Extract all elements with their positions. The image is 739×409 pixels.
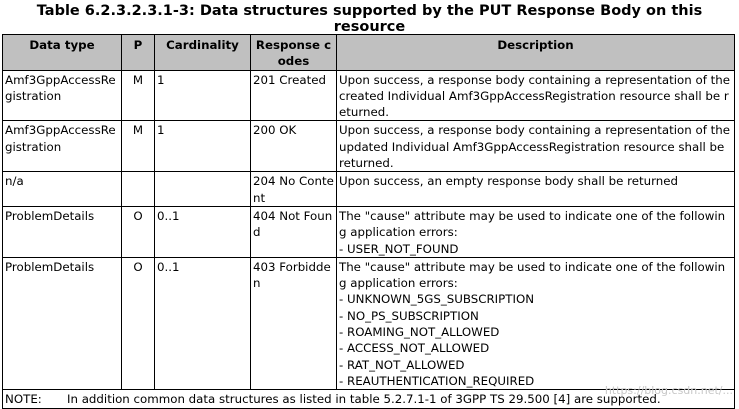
- data-type-cell: n/a: [3, 172, 122, 207]
- header-row: [3, 35, 735, 71]
- description-line: - REAUTHENTICATION_REQUIRED: [339, 373, 732, 389]
- cardinality-cell: 1: [155, 121, 251, 172]
- data-structures-table: [2, 34, 735, 409]
- description-cell: [337, 257, 735, 389]
- column-header-description: Description: [337, 35, 735, 71]
- description-line: - RAT_NOT_ALLOWED: [339, 357, 732, 373]
- response-code-cell: 200 OK: [251, 121, 337, 172]
- description-line: The "cause" attribute may be used to indicate one of the following application errors:: [339, 208, 732, 241]
- table-row: [3, 257, 735, 389]
- table-title: Table 6.2.3.2.3.1-3: Data structures supported by the PUT Response Body on this resource: [0, 3, 739, 35]
- note-text: In addition common data structures as listed in table 5.2.7.1-1 of 3GPP TS 29.500 [4] are supported.: [67, 392, 661, 406]
- column-header-p: P: [122, 35, 155, 71]
- p-cell: [122, 172, 155, 207]
- description-line: - NO_PS_SUBSCRIPTION: [339, 308, 732, 324]
- description-line: - UNKNOWN_5GS_SUBSCRIPTION: [339, 291, 732, 307]
- description-line: Upon success, an empty response body shall be returned: [339, 173, 732, 189]
- data-type-cell: Amf3GppAccessRegistration: [3, 121, 122, 172]
- cardinality-cell: 1: [155, 70, 251, 121]
- p-cell: M: [122, 121, 155, 172]
- description-line: - ACCESS_NOT_ALLOWED: [339, 340, 732, 356]
- description-line: Upon success, a response body containing a representation of the updated Individual Amf3GppAccessRegistration resource shall be returned.: [339, 122, 732, 171]
- description-cell: [337, 206, 735, 257]
- data-type-cell: ProblemDetails: [3, 206, 122, 257]
- table-row: [3, 172, 735, 207]
- description-cell: [337, 70, 735, 121]
- description-cell: [337, 172, 735, 207]
- cardinality-cell: [155, 172, 251, 207]
- note-label: NOTE:: [5, 391, 67, 407]
- table-row: [3, 70, 735, 121]
- p-cell: O: [122, 206, 155, 257]
- p-cell: M: [122, 70, 155, 121]
- response-code-cell: 204 No Content: [251, 172, 337, 207]
- cardinality-cell: 0..1: [155, 206, 251, 257]
- watermark-text: https://blog.csdn.net/...: [605, 384, 733, 397]
- description-line: The "cause" attribute may be used to indicate one of the following application errors:: [339, 259, 732, 292]
- data-type-cell: ProblemDetails: [3, 257, 122, 389]
- description-line: - ROAMING_NOT_ALLOWED: [339, 324, 732, 340]
- description-line: Upon success, a response body containing a representation of the created Individual Amf3GppAccessRegistration resource shall be returned.: [339, 72, 732, 121]
- column-header-response-codes: Response codes: [251, 35, 337, 71]
- description-line: - USER_NOT_FOUND: [339, 241, 732, 257]
- column-header-data-type: Data type: [3, 35, 122, 71]
- p-cell: O: [122, 257, 155, 389]
- response-code-cell: 404 Not Found: [251, 206, 337, 257]
- table-row: [3, 206, 735, 257]
- description-cell: [337, 121, 735, 172]
- data-type-cell: Amf3GppAccessRegistration: [3, 70, 122, 121]
- column-header-cardinality: Cardinality: [155, 35, 251, 71]
- table-row: [3, 121, 735, 172]
- cardinality-cell: 0..1: [155, 257, 251, 389]
- response-code-cell: 201 Created: [251, 70, 337, 121]
- response-code-cell: 403 Forbidden: [251, 257, 337, 389]
